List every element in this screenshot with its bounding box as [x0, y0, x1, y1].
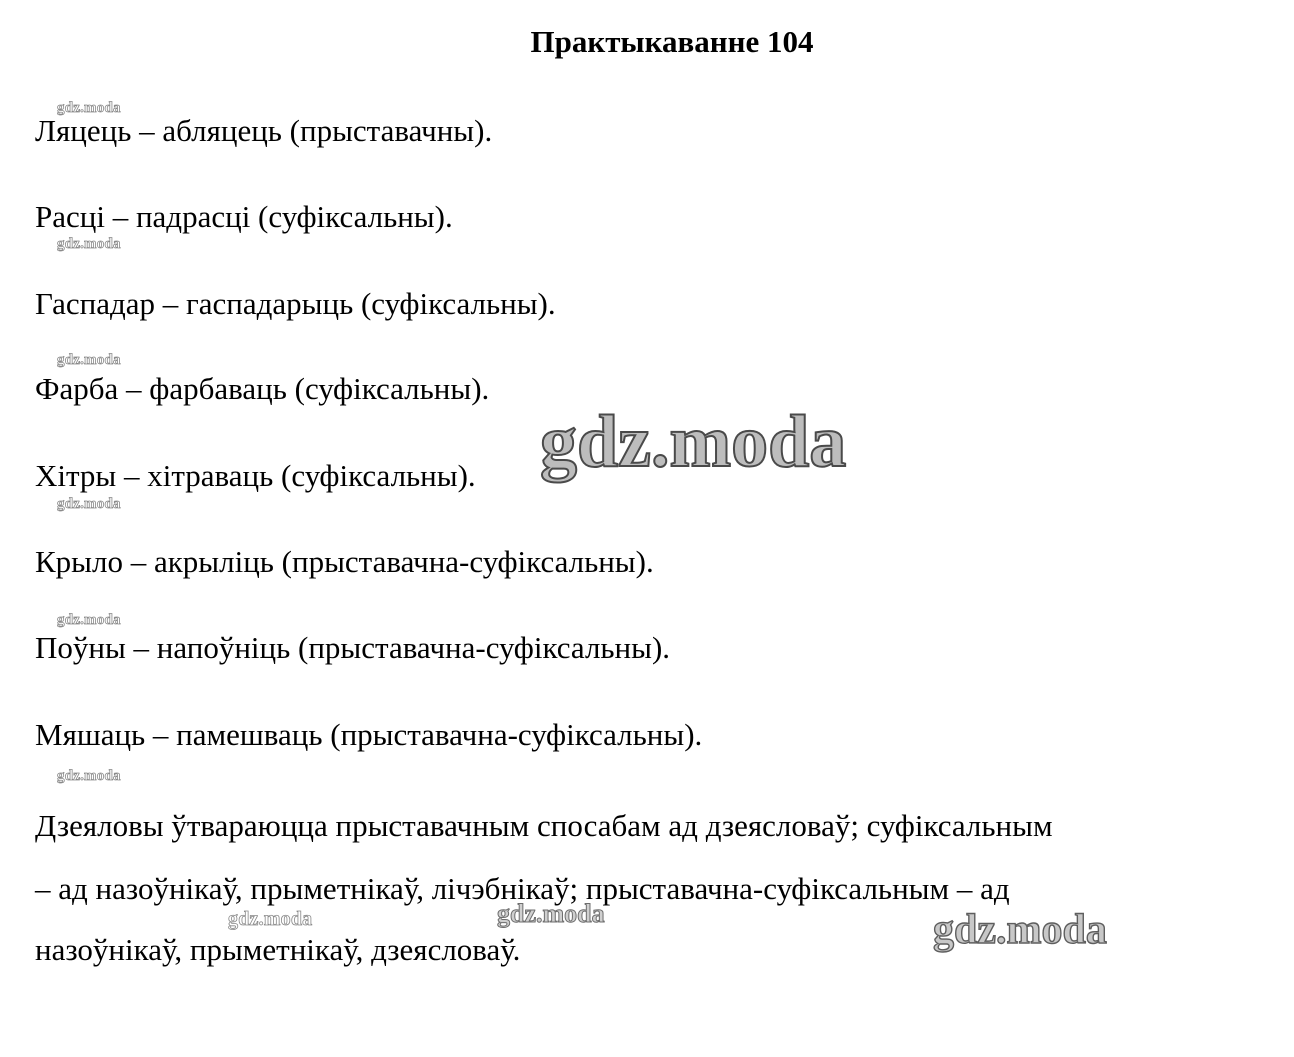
watermark-small: gdz.moda: [228, 908, 313, 930]
example-line: Хітры – хітраваць (суфіксальны).: [35, 458, 476, 493]
summary-line: – ад назоўнікаў, прыметнікаў, лічэбнікаў; прыставачна-суфіксальным – ад: [35, 871, 1010, 906]
watermark-small: gdz.moda: [57, 612, 121, 628]
example-line: Ляцець – абляцець (прыставачны).: [35, 113, 493, 148]
watermark-medium: gdz.moda: [933, 907, 1107, 953]
example-line: Мяшаць – памешваць (прыставачна-суфіксальны).: [35, 717, 703, 752]
summary-line: назоўнікаў, прыметнікаў, дзеясловаў.: [35, 932, 521, 967]
example-line: Крыло – акрыліць (прыставачна-суфіксальны).: [35, 544, 654, 579]
page-title: Практыкаванне 104: [530, 24, 814, 59]
example-line: Расці – падрасці (суфіксальны).: [35, 199, 453, 234]
example-line: Поўны – напоўніць (прыставачна-суфіксальны).: [35, 630, 671, 665]
watermark-small: gdz.moda: [57, 496, 121, 512]
example-line: Гаспадар – гаспадарыць (суфіксальны).: [35, 286, 556, 321]
watermark-small: gdz.moda: [57, 352, 121, 368]
watermark-medium: gdz.moda: [497, 899, 605, 928]
example-line: Фарба – фарбаваць (суфіксальны).: [35, 371, 490, 406]
watermark-small: gdz.moda: [57, 236, 121, 252]
watermark-small: gdz.moda: [57, 768, 121, 784]
watermark-large: gdz.moda: [540, 401, 847, 483]
watermark-small: gdz.moda: [57, 100, 121, 116]
summary-line: Дзеяловы ўтвараюцца прыставачным спосабам ад дзеясловаў; суфіксальным: [35, 808, 1053, 843]
